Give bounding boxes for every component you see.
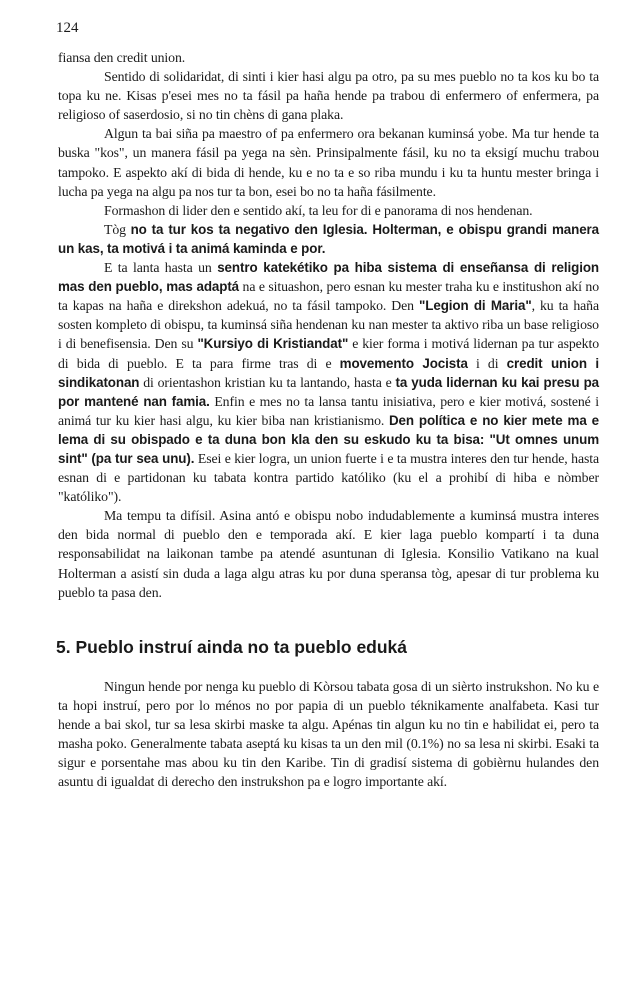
text-run: di orientashon kristian ku ta lantando, hasta e [139,374,396,390]
paragraph-maestro: Algun ta bai siña pa maestro of pa enfermero ora bekanan kuminsá yobe. Ma tur hende ta buska "kos", un manera fásil pa yega na sèn. Prinsipalmente fásil, ku no ta eksigí muchu trabou tampoko. E aspekto akí di bida di hende, ku e no ta e so riba mundu i ku ta huntu mester bringa i lucha pa yega na algu pa nos tur ta bon, esei bo no ta haña fásilmente. [58,126,599,199]
text-run: i di [467,355,507,371]
bold-run: Den política e no kier mete ma e lema di su obispado e ta duna bon kla den su eskudo ku ta bisa: "Ut omnes unum sint" (pa tur sea unu). [58,412,599,466]
page-number: 124 [56,20,79,36]
bold-run: no ta tur kos ta negativo den Iglesia. Holterman, e obispu grandi manera un kas, ta motivá i ta animá kaminda e por. [58,221,599,256]
bold-run: ta yuda lidernan ku kai presu pa por mantené nan famia. [58,374,600,409]
bold-run: "Kursiyo di Kristiandat" [197,336,349,352]
paragraph-ningun: Ningun hende por nenga ku pueblo di Kòrsou tabata gosa di un sièrto instrukshon. No ku e ta hopi instruí, pero por lo ménos no por papia di un pueblo téknikamente analfabeta. Kasi tur hende a bai skol, tur sa lesa skirbi maske ta algu. Apénas tin algun ku no tin e habilidat ei, pero ta masha poko. Generalmente tabata aseptá ku kisas ta un den mil (0.1%) no sa lesa ni skirbi. Esaki ta sigur e porsentahe mas abou ku tin den Karibe. Tin di gradisí sistema di gobièrnu hulandes den asuntu di igualdat di derecho den instrukshon pa e logro importante akí. [58,678,599,790]
paragraph-tog [58,220,599,258]
text-run: na e situashon, pero esnan ku mester traha ku e institushon akí no ta kapas na haña e direkshon adekuá, no ta fásil tampoko. Den [58,279,599,314]
text-run: e kier forma i motivá lidernan pa tur aspekto di bida di pueblo. E ta para firme tras di e [58,336,599,371]
bold-run: sentro katekétiko pa hiba sistema di enseñansa di religion mas den pueblo, mas adaptá [58,260,599,295]
text-run: Tòg [104,221,131,237]
paragraph-tempu: Ma tempu ta difísil. Asina antó e obispu nobo indudablemente a kuminsá mustra interes den bida normal di pueblo den e temporada akí. E kier laga pueblo kompartí i ta duna responsabilidat na laikonan tambe pa atendé asuntunan di Iglesia. Konsilio Vatikano na kual Holterman a asistí sin duda a laga algu atras ku por duna speransa tòg, apesar di tur problema ku pueblo ta pasa den. [58,508,599,600]
text-run: Esei e kier logra, un union fuerte i e ta mustra interes den tur hende, hasta esnan di e partidonan ku tabata kontra partido katóliko (ku el a prohibí di hiba e nòmber "katóliko"). [58,450,599,505]
text-run: E ta lanta hasta un [104,260,218,276]
text-run: Enfin e mes no ta lansa tantu inisiativa, pero e kier motivá, sostené i animá tur ku kier hasi algu, ku kier biba nan kristianismo. [58,393,599,428]
bold-run: movemento Jocista [339,355,468,371]
bold-run: "Legion di Maria" [419,298,532,314]
paragraph-fiansa: fiansa den credit union. [58,50,186,65]
paragraph-solidaridat: Sentido di solidaridat, di sinti i kier hasi algu pa otro, pa su mes pueblo no ta kos ku bo ta topa ku ne. Kisas p'esei mes no ta fásil pa haña hende pa trabou di enfermero of enfermera, pa religioso of saserdosio, si no tin chèns di gana plaka. [58,69,599,123]
document-page [58,18,599,791]
text-run: , ku ta haña sosten kompleto di obispu, ta kuminsá siña hendenan ku nan mester ta aktivo riba un base religioso i di benefisensia. Den su [58,298,599,352]
bold-run: credit union i sindikatonan [58,355,599,390]
paragraph-formashon: Formashon di lider den e sentido akí, ta leu for di e panorama di nos hendenan. [104,202,533,218]
paragraph-lanta [58,258,599,506]
section-heading: 5. Pueblo instruí ainda no ta pueblo eduká [56,636,408,657]
